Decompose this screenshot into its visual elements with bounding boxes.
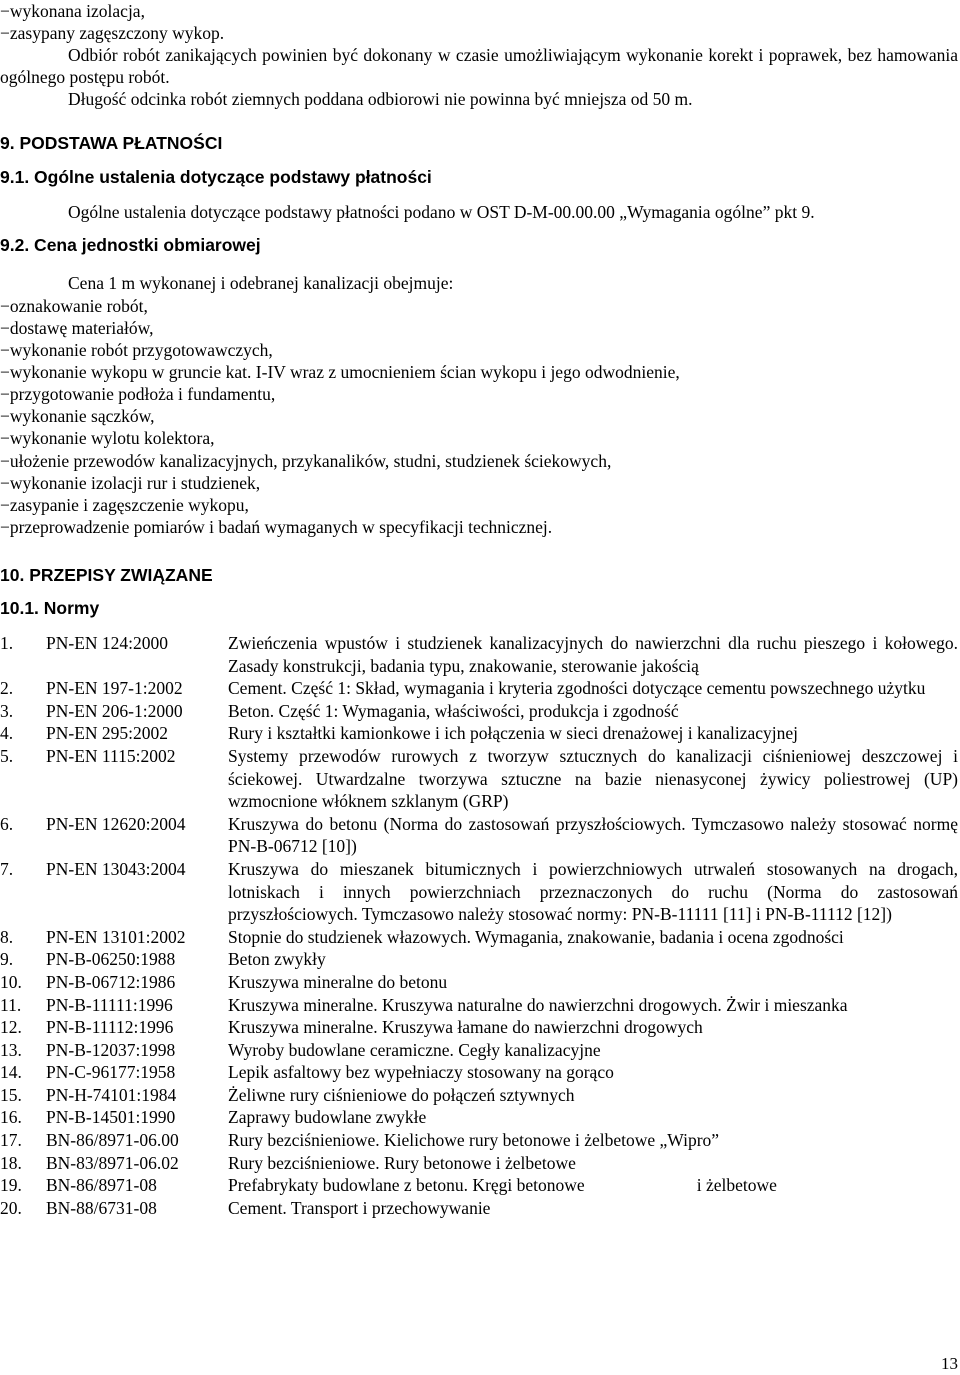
table-row [0, 1106, 958, 1129]
norm-description [228, 858, 958, 926]
list-item: − oznakowanie robót, [0, 295, 148, 317]
norm-description [228, 1197, 958, 1220]
list-item: − wykonanie wykopu w gruncie kat. I-IV wraz z umocnieniem ścian wykopu i jego odwodnienie, [0, 361, 680, 383]
norm-number [0, 1174, 46, 1197]
norm-number [0, 1061, 46, 1084]
table-row [0, 813, 958, 858]
paragraph-acceptance [0, 44, 958, 88]
norm-number-text: 4. [0, 723, 14, 744]
paragraph-text: Odbiór robót zanikających powinien być dokonany w czasie umożliwiającym wykonanie korekt i poprawek, bez hamowania ogólnego postępu robót. [0, 45, 958, 87]
norm-code-text: PN-EN 124:2000 [46, 633, 169, 653]
norm-code-text: BN-86/8971-06.00 [46, 1130, 179, 1151]
norm-code-text: BN-83/8971-06.02 [46, 1152, 179, 1173]
norm-code-text: PN-B-11112:1996 [46, 1017, 174, 1038]
table-row [0, 745, 958, 813]
norm-description [228, 948, 958, 971]
norm-code [46, 1174, 228, 1197]
norm-number-text: 12. [0, 1017, 22, 1038]
norm-number [0, 1129, 46, 1152]
norm-description-text: Wyroby budowlane ceramiczne. Cegły kanalizacyjne [228, 1039, 601, 1060]
table-row [0, 1174, 958, 1197]
norm-description-text: Żeliwne rury ciśnieniowe do połączeń sztywnych [228, 1084, 575, 1105]
page-number: 13 [941, 1354, 958, 1373]
norm-code [46, 948, 228, 971]
section-heading-9-2: 9.2. Cena jednostki obmiarowej [0, 235, 261, 255]
norm-number-text: 1. [0, 633, 14, 653]
norm-code-text: PN-B-14501:1990 [46, 1107, 176, 1128]
norm-description-text: Rury i kształtki kamionkowe i ich połączenia w sieci drenażowej i kanalizacyjnej [228, 723, 798, 744]
paragraph-9-2: Cena 1 m wykonanej i odebranej kanalizacji obejmuje: [68, 273, 454, 293]
section-heading-10: 10. PRZEPISY ZWIĄZANE [0, 565, 213, 585]
norm-number-text: 3. [0, 700, 14, 721]
norm-code [46, 971, 228, 994]
table-row [0, 1197, 958, 1220]
table-row [0, 700, 958, 723]
table-row [0, 926, 958, 949]
norm-description-text: Rury bezciśnieniowe. Kielichowe rury betonowe i żelbetowe „Wipro” [228, 1130, 720, 1151]
norm-description [228, 926, 958, 949]
norm-description-text: Cement. Transport i przechowywanie [228, 1197, 491, 1218]
list-item: − przygotowanie podłoża i fundamentu, [0, 383, 275, 405]
norm-code-text: BN-88/6731-08 [46, 1197, 157, 1218]
norm-number-text: 19. [0, 1175, 22, 1196]
norm-number [0, 1084, 46, 1107]
norm-code [46, 722, 228, 745]
norm-description-text: Kruszywa mineralne. Kruszywa naturalne do nawierzchni drogowych. Żwir i mieszanka [228, 994, 848, 1015]
norm-description [228, 722, 958, 745]
section-heading-9: 9. PODSTAWA PŁATNOŚCI [0, 133, 223, 153]
norm-code [46, 745, 228, 813]
table-row [0, 1152, 958, 1175]
norm-code-text: PN-EN 13043:2004 [46, 858, 186, 879]
norm-code [46, 813, 228, 858]
norm-code-text: PN-EN 206-1:2000 [46, 700, 183, 721]
norm-description [228, 1039, 958, 1062]
table-row [0, 994, 958, 1017]
norm-code [46, 1084, 228, 1107]
norm-description [228, 700, 958, 723]
norm-description-text: Lepik asfaltowy bez wypełniaczy stosowany na gorąco [228, 1062, 614, 1083]
table-row [0, 632, 958, 677]
norm-number-text: 5. [0, 745, 14, 766]
norm-number-text: 2. [0, 678, 14, 699]
norm-code [46, 632, 228, 677]
norm-number [0, 994, 46, 1017]
norm-code-text: PN-B-06712:1986 [46, 971, 176, 992]
norm-number-text: 8. [0, 926, 14, 947]
norm-description [228, 1174, 958, 1197]
list-item: − zasypany zagęszczony wykop. [0, 22, 224, 44]
norm-number [0, 700, 46, 723]
norm-description [228, 632, 958, 677]
norm-number-text: 14. [0, 1062, 22, 1083]
list-item: − wykonanie wylotu kolektora, [0, 427, 214, 449]
norm-description-text: Systemy przewodów rurowych z tworzyw sztucznych do kanalizacji ciśnieniowej deszczowej i ściekowej. Utwardzalne tworzywa sztuczne na bazie nienasyconej żywicy poliestrowej (UP) wzmocnione włóknem szklanym (GRP) [228, 745, 958, 812]
list-item: − wykonanie sączków, [0, 405, 155, 427]
norm-number [0, 1152, 46, 1175]
norm-description [228, 1084, 958, 1107]
norm-number [0, 926, 46, 949]
norm-description [228, 1016, 958, 1039]
norm-code-text: PN-EN 13101:2002 [46, 926, 186, 947]
norm-description-text: Kruszywa do betonu (Norma do zastosowań przyszłościowych. Tymczasowo należy stosować normę PN-B-06712 [10]) [228, 813, 958, 857]
norm-code-text: PN-B-12037:1998 [46, 1039, 176, 1060]
norm-description-text: Beton zwykły [228, 949, 326, 970]
norm-code-text: PN-EN 197-1:2002 [46, 678, 183, 699]
norm-description [228, 1152, 958, 1175]
norm-code [46, 1061, 228, 1084]
norm-number-text: 7. [0, 858, 14, 879]
norm-description [228, 677, 958, 700]
table-row [0, 858, 958, 926]
norm-number-text: 17. [0, 1130, 22, 1151]
norm-code-text: BN-86/8971-08 [46, 1175, 157, 1196]
list-item: − wykonana izolacja, [0, 0, 145, 22]
norm-code [46, 1016, 228, 1039]
norm-number [0, 1016, 46, 1039]
norm-code-text: PN-EN 295:2002 [46, 723, 169, 744]
norm-code [46, 1129, 228, 1152]
table-row [0, 1084, 958, 1107]
norm-code [46, 994, 228, 1017]
norm-number-text: 16. [0, 1107, 22, 1128]
paragraph-length: Długość odcinka robót ziemnych poddana odbiorowi nie powinna być mniejsza od 50 m. [68, 89, 693, 109]
norm-number-text: 18. [0, 1152, 22, 1173]
norm-number-text: 20. [0, 1197, 22, 1218]
norm-description [228, 1106, 958, 1129]
table-row [0, 971, 958, 994]
norm-number [0, 1197, 46, 1220]
norm-code-text: PN-B-11111:1996 [46, 994, 173, 1015]
norm-code-text: PN-EN 12620:2004 [46, 813, 186, 834]
list-item: − ułożenie przewodów kanalizacyjnych, przykanalików, studni, studzienek ściekowych, [0, 450, 611, 472]
norm-description-text: Zaprawy budowlane zwykłe [228, 1107, 427, 1128]
norm-number-text: 6. [0, 813, 14, 834]
list-item: − dostawę materiałów, [0, 317, 154, 339]
norm-code [46, 1106, 228, 1129]
norm-number [0, 971, 46, 994]
norm-description-text: Kruszywa mineralne. Kruszywa łamane do nawierzchni drogowych [228, 1017, 703, 1038]
norm-description [228, 994, 958, 1017]
list-item: − przeprowadzenie pomiarów i badań wymaganych w specyfikacji technicznej. [0, 516, 552, 538]
norm-description [228, 745, 958, 813]
norm-number [0, 948, 46, 971]
norm-code [46, 926, 228, 949]
list-item: − wykonanie robót przygotowawczych, [0, 339, 273, 361]
norm-number [0, 858, 46, 926]
norm-number [0, 813, 46, 858]
norm-number [0, 745, 46, 813]
norm-description-text: Stopnie do studzienek włazowych. Wymagania, znakowanie, badania i ocena zgodności [228, 926, 844, 947]
table-row [0, 1016, 958, 1039]
norm-code-text: PN-C-96177:1958 [46, 1062, 176, 1083]
norm-code [46, 700, 228, 723]
section-heading-10-1: 10.1. Normy [0, 598, 100, 618]
norm-code [46, 1039, 228, 1062]
norm-code [46, 677, 228, 700]
norm-number-text: 15. [0, 1084, 22, 1105]
table-row [0, 722, 958, 745]
norm-number-text: 10. [0, 971, 22, 992]
norm-number [0, 632, 46, 677]
norm-description-text: Zwieńczenia wpustów i studzienek kanalizacyjnych do nawierzchni dla ruchu pieszego i kołowego. Zasady konstrukcji, badania typu, znakowanie, sterowanie jakością [228, 633, 958, 676]
norm-number [0, 722, 46, 745]
norm-description [228, 813, 958, 858]
norm-description-text: Kruszywa do mieszanek bitumicznych i powierzchniowych utrwaleń stosowanych na drogach, lotniskach i innych powierzchniach przeznaczonych do ruchu (Norma do zastosowań przyszłościowych. Tymczasowo należy stosować normy: PN-B-11111 [11] i PN-B-11112 [12]) [228, 858, 958, 925]
norm-number-text: 9. [0, 949, 14, 970]
table-row [0, 948, 958, 971]
norm-description-text: Beton. Część 1: Wymagania, właściwości, produkcja i zgodność [228, 700, 679, 721]
table-row [0, 677, 958, 700]
norm-description [228, 1061, 958, 1084]
norm-description-text: Prefabrykaty budowlane z betonu. Kręgi betonowe [228, 1175, 585, 1196]
norm-description-text: Cement. Część 1: Skład, wymagania i kryteria zgodności dotyczące cementu powszechnego użytku [228, 678, 926, 699]
table-row [0, 1061, 958, 1084]
norm-code [46, 1197, 228, 1220]
norm-number-text: 11. [0, 994, 22, 1015]
list-item: − wykonanie izolacji rur i studzienek, [0, 472, 260, 494]
table-row [0, 1129, 958, 1152]
norms-table [0, 632, 958, 1219]
norm-code [46, 1152, 228, 1175]
table-row [0, 1039, 958, 1062]
list-item: − zasypanie i zagęszczenie wykopu, [0, 494, 249, 516]
norm-code [46, 858, 228, 926]
norm-description-text: Rury bezciśnieniowe. Rury betonowe i żelbetowe [228, 1152, 576, 1173]
norm-code-text: PN-EN 1115:2002 [46, 745, 176, 766]
norm-number [0, 1106, 46, 1129]
norm-number-text: 13. [0, 1039, 22, 1060]
norm-description [228, 971, 958, 994]
section-heading-9-1: 9.1. Ogólne ustalenia dotyczące podstawy płatności [0, 167, 432, 187]
norm-number [0, 677, 46, 700]
norm-description-text: Kruszywa mineralne do betonu [228, 971, 448, 992]
norm-code-text: PN-B-06250:1988 [46, 949, 176, 970]
norm-description [228, 1129, 958, 1152]
norm-code-text: PN-H-74101:1984 [46, 1084, 177, 1105]
norm-number [0, 1039, 46, 1062]
paragraph-9-1: Ogólne ustalenia dotyczące podstawy płatności podano w OST D-M-00.00.00 „Wymagania ogólne” pkt 9. [68, 202, 815, 222]
norm-description-tail: i żelbetowe [696, 1175, 777, 1196]
